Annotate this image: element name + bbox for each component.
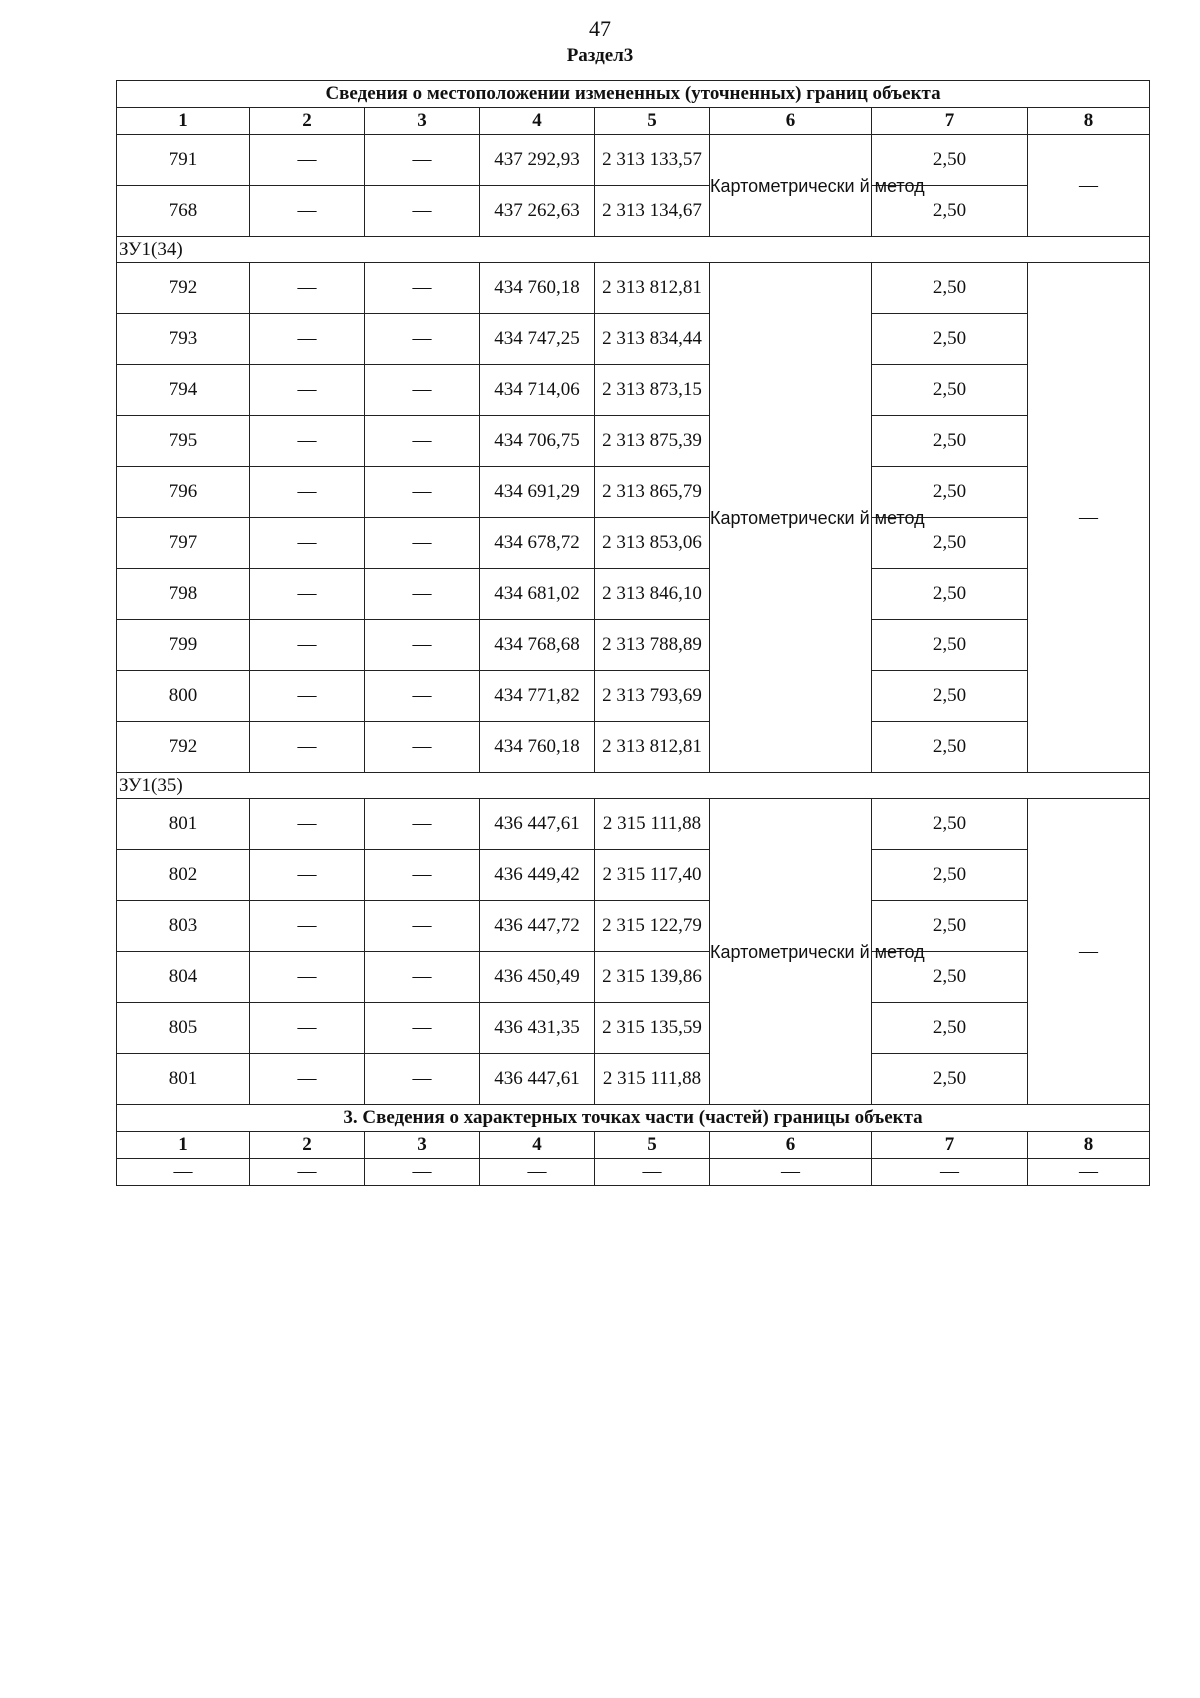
method-cell: Картометрически й метод — [710, 263, 872, 773]
empty-cell: — — [250, 1159, 365, 1186]
y-coordinate-cell: 2 313 133,57 — [595, 135, 710, 186]
empty-cell: — — [117, 1159, 250, 1186]
y-coordinate-cell: 2 313 812,81 — [595, 722, 710, 773]
precision-cell: 2,50 — [872, 467, 1028, 518]
method-cell: Картометрически й метод — [710, 135, 872, 237]
subsection-column-number-row — [117, 1132, 1150, 1159]
x-coordinate-cell: 436 450,49 — [480, 952, 595, 1003]
column-number: 4 — [480, 108, 595, 135]
precision-cell: 2,50 — [872, 416, 1028, 467]
x-coordinate-cell: 436 431,35 — [480, 1003, 595, 1054]
x-coordinate-cell: 434 771,82 — [480, 671, 595, 722]
column-3-cell: — — [365, 569, 480, 620]
method-cell: Картометрически й метод — [710, 799, 872, 1105]
column-3-cell: — — [365, 518, 480, 569]
column-number: 3 — [365, 1132, 480, 1159]
y-coordinate-cell: 2 315 135,59 — [595, 1003, 710, 1054]
table-row — [117, 1054, 1150, 1105]
column-number: 5 — [595, 1132, 710, 1159]
column-2-cell: — — [250, 263, 365, 314]
point-number-cell: 803 — [117, 901, 250, 952]
page-number: 47 — [589, 16, 611, 41]
column-number: 8 — [1028, 108, 1150, 135]
column-3-cell: — — [365, 263, 480, 314]
x-coordinate-cell: 434 678,72 — [480, 518, 595, 569]
x-coordinate-cell: 437 262,63 — [480, 186, 595, 237]
column-2-cell: — — [250, 620, 365, 671]
y-coordinate-cell: 2 313 873,15 — [595, 365, 710, 416]
column-2-cell: — — [250, 901, 365, 952]
column-3-cell: — — [365, 186, 480, 237]
group-row — [117, 773, 1150, 799]
column-3-cell: — — [365, 1054, 480, 1105]
table-title: Сведения о местоположении измененных (уточненных) границ объекта — [117, 81, 1150, 108]
column-3-cell: — — [365, 467, 480, 518]
empty-cell: — — [710, 1159, 872, 1186]
table-row — [117, 365, 1150, 416]
x-coordinate-cell: 434 760,18 — [480, 263, 595, 314]
y-coordinate-cell: 2 313 788,89 — [595, 620, 710, 671]
table-row — [117, 467, 1150, 518]
column-3-cell: — — [365, 722, 480, 773]
table-row — [117, 135, 1150, 186]
column-3-cell: — — [365, 416, 480, 467]
empty-cell: — — [595, 1159, 710, 1186]
column-2-cell: — — [250, 799, 365, 850]
column-3-cell: — — [365, 314, 480, 365]
column-2-cell: — — [250, 952, 365, 1003]
point-number-cell: 792 — [117, 263, 250, 314]
x-coordinate-cell: 437 292,93 — [480, 135, 595, 186]
point-number-cell: 793 — [117, 314, 250, 365]
table-row — [117, 901, 1150, 952]
column-2-cell: — — [250, 416, 365, 467]
column-3-cell: — — [365, 671, 480, 722]
y-coordinate-cell: 2 313 846,10 — [595, 569, 710, 620]
x-coordinate-cell: 434 747,25 — [480, 314, 595, 365]
column-2-cell: — — [250, 569, 365, 620]
precision-cell: 2,50 — [872, 1003, 1028, 1054]
table-row — [117, 671, 1150, 722]
column-2-cell: — — [250, 1054, 365, 1105]
precision-cell: 2,50 — [872, 850, 1028, 901]
boundary-table — [116, 80, 1150, 1186]
point-number-cell: 794 — [117, 365, 250, 416]
x-coordinate-cell: 436 447,72 — [480, 901, 595, 952]
point-number-cell: 796 — [117, 467, 250, 518]
y-coordinate-cell: 2 313 812,81 — [595, 263, 710, 314]
column-number: 6 — [710, 1132, 872, 1159]
table-row — [117, 569, 1150, 620]
x-coordinate-cell: 434 714,06 — [480, 365, 595, 416]
column-3-cell: — — [365, 620, 480, 671]
column-2-cell: — — [250, 186, 365, 237]
y-coordinate-cell: 2 313 793,69 — [595, 671, 710, 722]
column-number: 5 — [595, 108, 710, 135]
y-coordinate-cell: 2 315 122,79 — [595, 901, 710, 952]
column-8-cell: — — [1028, 263, 1150, 773]
x-coordinate-cell: 434 681,02 — [480, 569, 595, 620]
table-row — [117, 314, 1150, 365]
column-3-cell: — — [365, 1003, 480, 1054]
empty-cell: — — [365, 1159, 480, 1186]
table-row — [117, 1003, 1150, 1054]
column-3-cell: — — [365, 952, 480, 1003]
x-coordinate-cell: 434 691,29 — [480, 467, 595, 518]
y-coordinate-cell: 2 313 865,79 — [595, 467, 710, 518]
column-3-cell: — — [365, 850, 480, 901]
precision-cell: 2,50 — [872, 135, 1028, 186]
precision-cell: 2,50 — [872, 314, 1028, 365]
table-row — [117, 518, 1150, 569]
table-row — [117, 952, 1150, 1003]
point-number-cell: 797 — [117, 518, 250, 569]
point-number-cell: 792 — [117, 722, 250, 773]
column-number: 1 — [117, 108, 250, 135]
y-coordinate-cell: 2 315 111,88 — [595, 1054, 710, 1105]
column-3-cell: — — [365, 135, 480, 186]
table-row — [117, 850, 1150, 901]
y-coordinate-cell: 2 315 139,86 — [595, 952, 710, 1003]
precision-cell: 2,50 — [872, 263, 1028, 314]
point-number-cell: 805 — [117, 1003, 250, 1054]
table-title-row — [117, 81, 1150, 108]
precision-cell: 2,50 — [872, 365, 1028, 416]
column-2-cell: — — [250, 314, 365, 365]
column-number: 6 — [710, 108, 872, 135]
y-coordinate-cell: 2 313 875,39 — [595, 416, 710, 467]
x-coordinate-cell: 434 706,75 — [480, 416, 595, 467]
column-3-cell: — — [365, 365, 480, 416]
column-number: 4 — [480, 1132, 595, 1159]
empty-cell: — — [480, 1159, 595, 1186]
point-number-cell: 801 — [117, 1054, 250, 1105]
point-number-cell: 801 — [117, 799, 250, 850]
empty-cell: — — [1028, 1159, 1150, 1186]
point-number-cell: 800 — [117, 671, 250, 722]
y-coordinate-cell: 2 315 117,40 — [595, 850, 710, 901]
column-3-cell: — — [365, 901, 480, 952]
section-title: Раздел3 — [566, 45, 634, 66]
y-coordinate-cell: 2 313 853,06 — [595, 518, 710, 569]
precision-cell: 2,50 — [872, 671, 1028, 722]
precision-cell: 2,50 — [872, 952, 1028, 1003]
x-coordinate-cell: 436 447,61 — [480, 799, 595, 850]
y-coordinate-cell: 2 315 111,88 — [595, 799, 710, 850]
x-coordinate-cell: 434 768,68 — [480, 620, 595, 671]
point-number-cell: 802 — [117, 850, 250, 901]
precision-cell: 2,50 — [872, 518, 1028, 569]
x-coordinate-cell: 434 760,18 — [480, 722, 595, 773]
column-number: 7 — [872, 1132, 1028, 1159]
column-number: 2 — [250, 108, 365, 135]
precision-cell: 2,50 — [872, 620, 1028, 671]
table-row — [117, 186, 1150, 237]
column-2-cell: — — [250, 850, 365, 901]
column-number: 1 — [117, 1132, 250, 1159]
column-2-cell: — — [250, 365, 365, 416]
column-number: 8 — [1028, 1132, 1150, 1159]
group-label: ЗУ1(35) — [117, 773, 1150, 799]
point-number-cell: 798 — [117, 569, 250, 620]
table-row — [117, 416, 1150, 467]
column-number: 2 — [250, 1132, 365, 1159]
precision-cell: 2,50 — [872, 722, 1028, 773]
point-number-cell: 791 — [117, 135, 250, 186]
column-3-cell: — — [365, 799, 480, 850]
table-row — [117, 722, 1150, 773]
point-number-cell: 768 — [117, 186, 250, 237]
group-label: ЗУ1(34) — [117, 237, 1150, 263]
empty-cell: — — [872, 1159, 1028, 1186]
column-number: 7 — [872, 108, 1028, 135]
column-2-cell: — — [250, 135, 365, 186]
column-number-row — [117, 108, 1150, 135]
column-2-cell: — — [250, 671, 365, 722]
y-coordinate-cell: 2 313 834,44 — [595, 314, 710, 365]
point-number-cell: 799 — [117, 620, 250, 671]
column-2-cell: — — [250, 467, 365, 518]
precision-cell: 2,50 — [872, 901, 1028, 952]
column-2-cell: — — [250, 1003, 365, 1054]
column-number: 3 — [365, 108, 480, 135]
table-row — [117, 620, 1150, 671]
precision-cell: 2,50 — [872, 186, 1028, 237]
table-row — [117, 799, 1150, 850]
column-8-cell: — — [1028, 799, 1150, 1105]
x-coordinate-cell: 436 449,42 — [480, 850, 595, 901]
precision-cell: 2,50 — [872, 569, 1028, 620]
point-number-cell: 804 — [117, 952, 250, 1003]
table-row — [117, 263, 1150, 314]
y-coordinate-cell: 2 313 134,67 — [595, 186, 710, 237]
group-row — [117, 237, 1150, 263]
column-2-cell: — — [250, 722, 365, 773]
subsection-title: 3. Сведения о характерных точках части (частей) границы объекта — [117, 1105, 1150, 1132]
subsection-empty-row — [117, 1159, 1150, 1186]
precision-cell: 2,50 — [872, 1054, 1028, 1105]
subsection-title-row — [117, 1105, 1150, 1132]
point-number-cell: 795 — [117, 416, 250, 467]
precision-cell: 2,50 — [872, 799, 1028, 850]
x-coordinate-cell: 436 447,61 — [480, 1054, 595, 1105]
column-8-cell: — — [1028, 135, 1150, 237]
column-2-cell: — — [250, 518, 365, 569]
